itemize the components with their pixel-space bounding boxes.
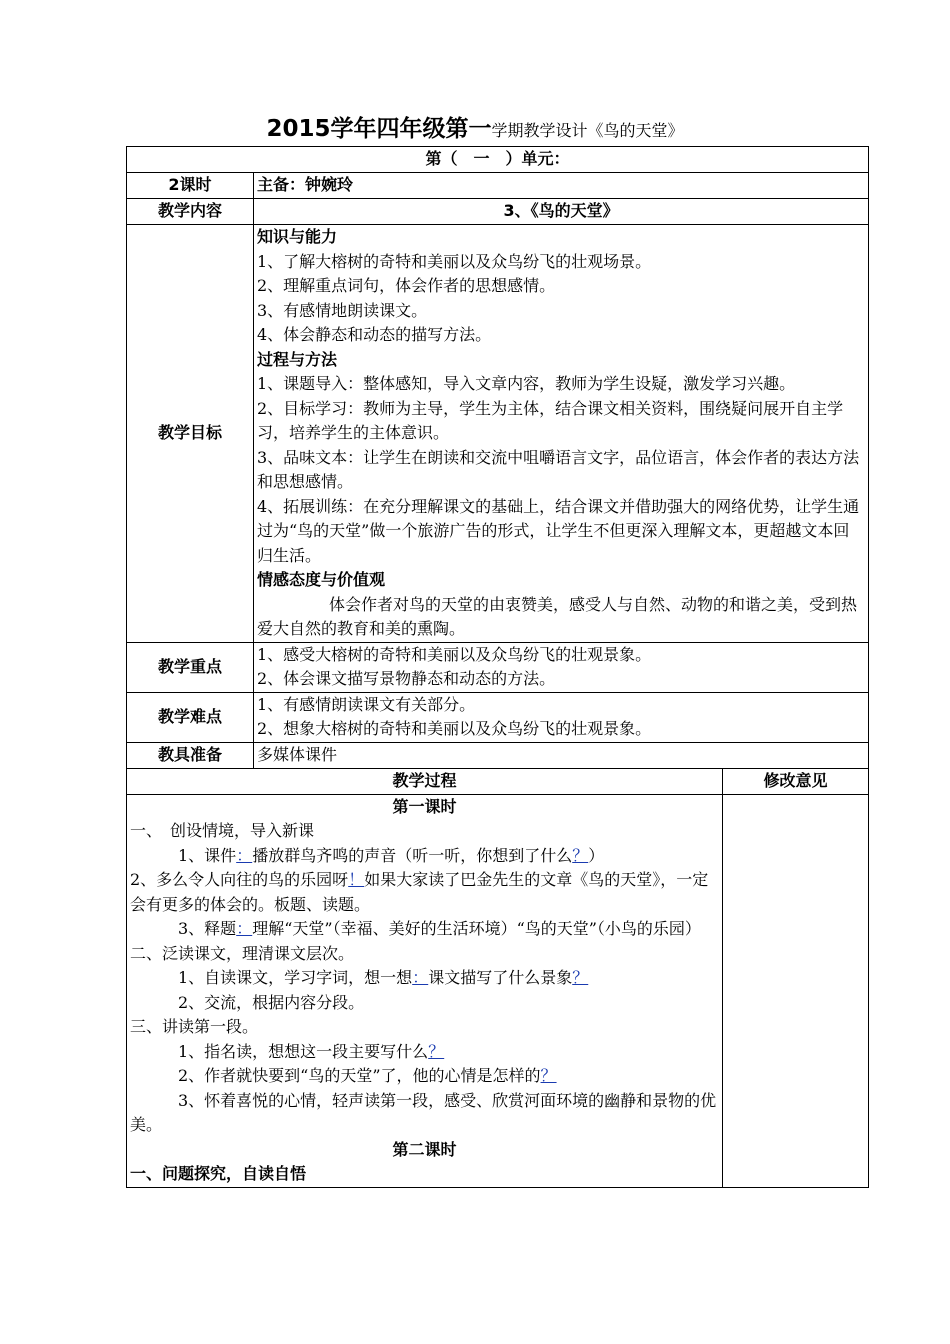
content-label: 教学内容	[127, 199, 254, 225]
process-line: 2、交流，根据内容分段。	[178, 992, 365, 1012]
difficult-item: 2、想象大榕树的奇特和美丽以及众鸟纷飞的壮观景象。	[257, 719, 652, 738]
goals-s1-title: 知识与能力	[257, 227, 338, 246]
revise-header: 修改意见	[723, 768, 869, 794]
goals-s2-item: 4、拓展训练：在充分理解课文的基础上，结合课文并借助强大的网络优势，让学生通过为“鸟的天堂”做一个旅游广告的形式，让学生不但更深入理解文本，更超越文本回归生活。	[257, 496, 860, 565]
key-label: 教学重点	[127, 642, 254, 692]
process-line: 3、怀着喜悦的心情，轻声读第一段，感受、欣赏河面环境的幽静和景物的优美。	[130, 1090, 717, 1134]
process-cell	[127, 794, 723, 1187]
content-value: 3、《鸟的天堂》	[254, 199, 869, 225]
goals-s1-item: 1、了解大榕树的奇特和美丽以及众鸟纷飞的壮观场景。	[257, 251, 652, 271]
goals-s1-item: 3、有感情地朗读课文。	[257, 300, 428, 320]
goals-s2-title: 过程与方法	[257, 349, 338, 369]
process-line: 一、 创设情境，导入新课	[130, 821, 315, 840]
goals-s2-item: 3、品味文本：让学生在朗读和交流中咀嚼语言文字，品位语言，体会作者的表达方法和思想感情。	[257, 447, 860, 491]
process-line: 二、泛读课文，理清课文层次。	[130, 943, 355, 963]
tools-label: 教具准备	[127, 742, 254, 768]
hours-cell: 2课时	[127, 173, 254, 199]
goals-s2-item: 2、目标学习：教师为主导，学生为主体，结合课文相关资料，围绕疑问展开自主学习，培养学生的主体意识。	[257, 398, 844, 442]
key-cell	[254, 642, 869, 692]
process-line: 1、自读课文，学习字词，想一想：课文描写了什么景象？	[178, 968, 589, 987]
difficult-cell	[254, 692, 869, 742]
unit-row: 第（ 一 ）单元：	[127, 147, 869, 173]
lead-cell: 主备：钟婉玲	[254, 173, 869, 199]
lesson-plan-table	[126, 146, 869, 1188]
lesson1-title: 第一课时	[392, 796, 457, 816]
process-line: 2、多么令人向往的鸟的乐园呀！如果大家读了巴金先生的文章《鸟的天堂》，一定会有更多的体会的。板题、读题。	[130, 870, 709, 914]
goals-s3-text: 体会作者对鸟的天堂的由衷赞美，感受人与自然、动物的和谐之美，受到热爱大自然的教育和美的熏陶。	[257, 594, 858, 638]
goals-label: 教学目标	[127, 225, 254, 643]
goals-s3-title: 情感态度与价值观	[257, 570, 386, 589]
title-rest: 学期教学设计《鸟的天堂》	[491, 121, 684, 140]
goals-s2-item: 1、课题导入：整体感知，导入文章内容，教师为学生设疑，激发学习兴趣。	[257, 374, 796, 393]
process-header: 教学过程	[127, 768, 723, 794]
goals-cell	[254, 225, 869, 643]
process-line: 1、指名读，想想这一段主要写什么？	[178, 1041, 445, 1061]
process-line: 3、释题：理解“天堂”（幸福、美好的生活环境）“鸟的天堂”（小鸟的乐园）	[178, 919, 701, 938]
process-line: 2、作者就快要到“鸟的天堂”了，他的心情是怎样的？	[178, 1066, 557, 1085]
process-line: 一、问题探究，自读自悟	[130, 1164, 307, 1183]
process-line: 三、讲读第一段。	[130, 1017, 259, 1036]
key-item: 1、感受大榕树的奇特和美丽以及众鸟纷飞的壮观景象。	[257, 644, 652, 664]
goals-s1-item: 4、体会静态和动态的描写方法。	[257, 325, 492, 344]
process-line: 1、课件：播放群鸟齐鸣的声音（听一听，你想到了什么？）	[178, 845, 605, 865]
page-title	[0, 110, 950, 143]
tools-value: 多媒体课件	[254, 742, 869, 768]
difficult-label: 教学难点	[127, 692, 254, 742]
difficult-item: 1、有感情朗读课文有关部分。	[257, 694, 476, 714]
revise-cell	[723, 794, 869, 1187]
key-item: 2、体会课文描写景物静态和动态的方法。	[257, 669, 556, 688]
goals-s1-item: 2、理解重点词句，体会作者的思想感情。	[257, 276, 556, 295]
lesson2-title: 第二课时	[392, 1139, 457, 1159]
title-bold: 2015学年四年级第一	[266, 116, 492, 142]
